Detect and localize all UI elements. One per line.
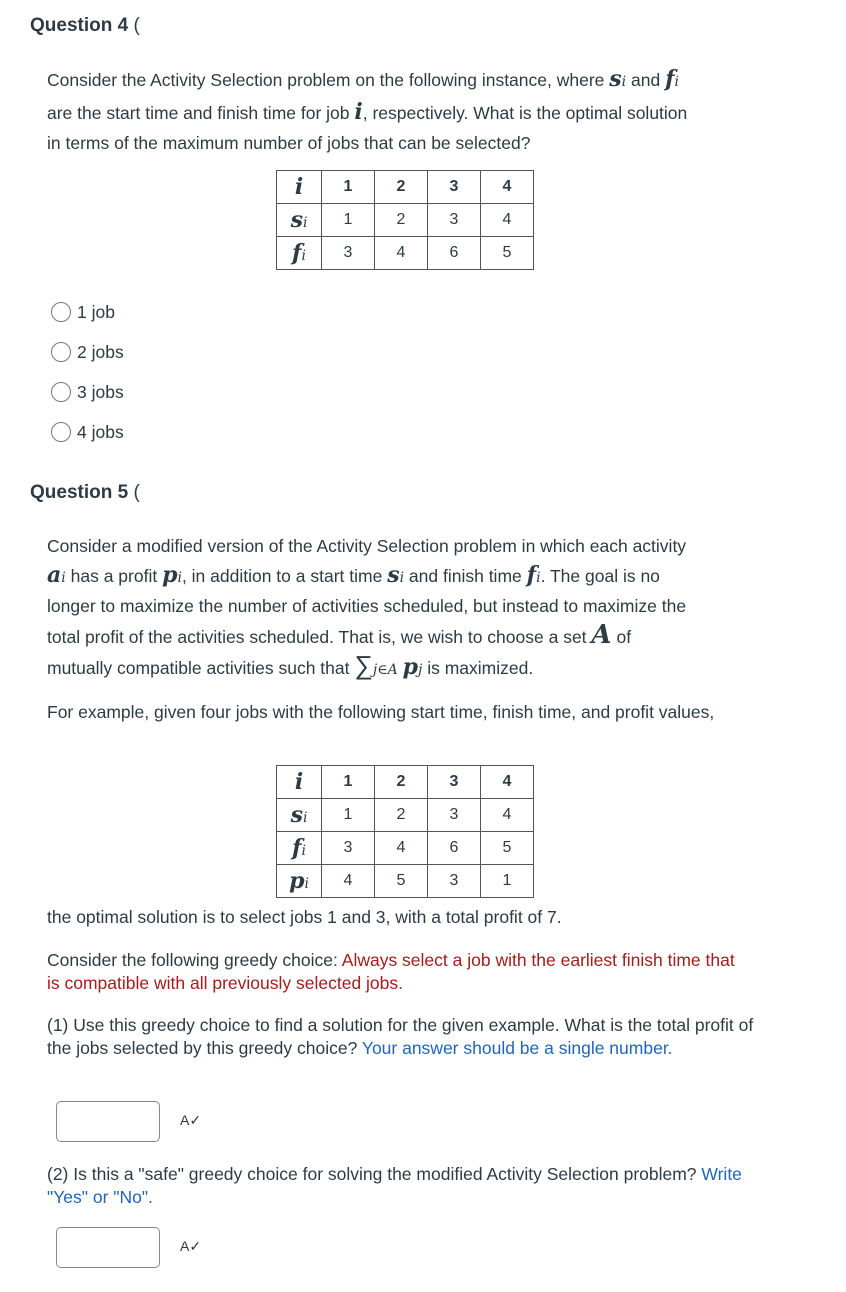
answer-2-input[interactable] — [56, 1227, 160, 1268]
greedy-choice-text: Consider the following greedy choice: Always select a job with the earliest finish time that is compatible with all previously selected jobs. — [47, 950, 735, 993]
radio-button[interactable] — [51, 382, 71, 402]
question-5-title: Question 5 ( — [30, 482, 140, 503]
radio-button[interactable] — [51, 422, 71, 442]
activity-table-q5: i 1 2 3 4 si 1 2 3 4 fi 3 4 6 5 pi 4 5 3 1 — [276, 765, 534, 898]
spellcheck-icon[interactable]: A✓ — [180, 1112, 202, 1128]
radio-button[interactable] — [51, 302, 71, 322]
option-1-job[interactable]: 1 job — [51, 299, 124, 325]
answer-1-input[interactable] — [56, 1101, 160, 1142]
part-2-text: (2) Is this a "safe" greedy choice for solving the modified Activity Selection problem? Write "Yes" or "No". — [47, 1164, 742, 1207]
radio-button[interactable] — [51, 342, 71, 362]
optimal-solution-text: the optimal solution is to select jobs 1 and 3, with a total profit of 7. — [47, 907, 562, 927]
question-5-text: Consider a modified version of the Activity Selection problem in which each activity ai has a profit pi, in addition to a start time si and finish time fi. The goal is no longer to maximize the number of activities scheduled, but instead to maximize the total profit of the activities scheduled. That is, we wish to choose a set A of mutually compatible activities such that ∑j∈A pj is maximized. — [47, 536, 687, 680]
part-1-text: (1) Use this greedy choice to find a solution for the given example. What is the total profit of the jobs selected by this greedy choice? Your answer should be a single number. — [47, 1015, 754, 1058]
answer-options — [51, 299, 124, 445]
option-2-jobs[interactable]: 2 jobs — [51, 339, 124, 365]
question-4-text: Consider the Activity Selection problem on the following instance, where si and fi are the start time and finish time for job i, respectively. What is the optimal solution in terms of the maximum number of jobs that can be selected? — [47, 66, 688, 153]
question-4-title: Question 4 ( — [30, 15, 140, 36]
example-text: For example, given four jobs with the following start time, finish time, and profit values, — [47, 702, 715, 722]
option-3-jobs[interactable]: 3 jobs — [51, 379, 124, 405]
option-4-jobs[interactable]: 4 jobs — [51, 419, 124, 445]
spellcheck-icon[interactable]: A✓ — [180, 1238, 202, 1254]
activity-table-q4: i 1 2 3 4 si 1 2 3 4 fi 3 4 6 5 — [276, 170, 534, 270]
